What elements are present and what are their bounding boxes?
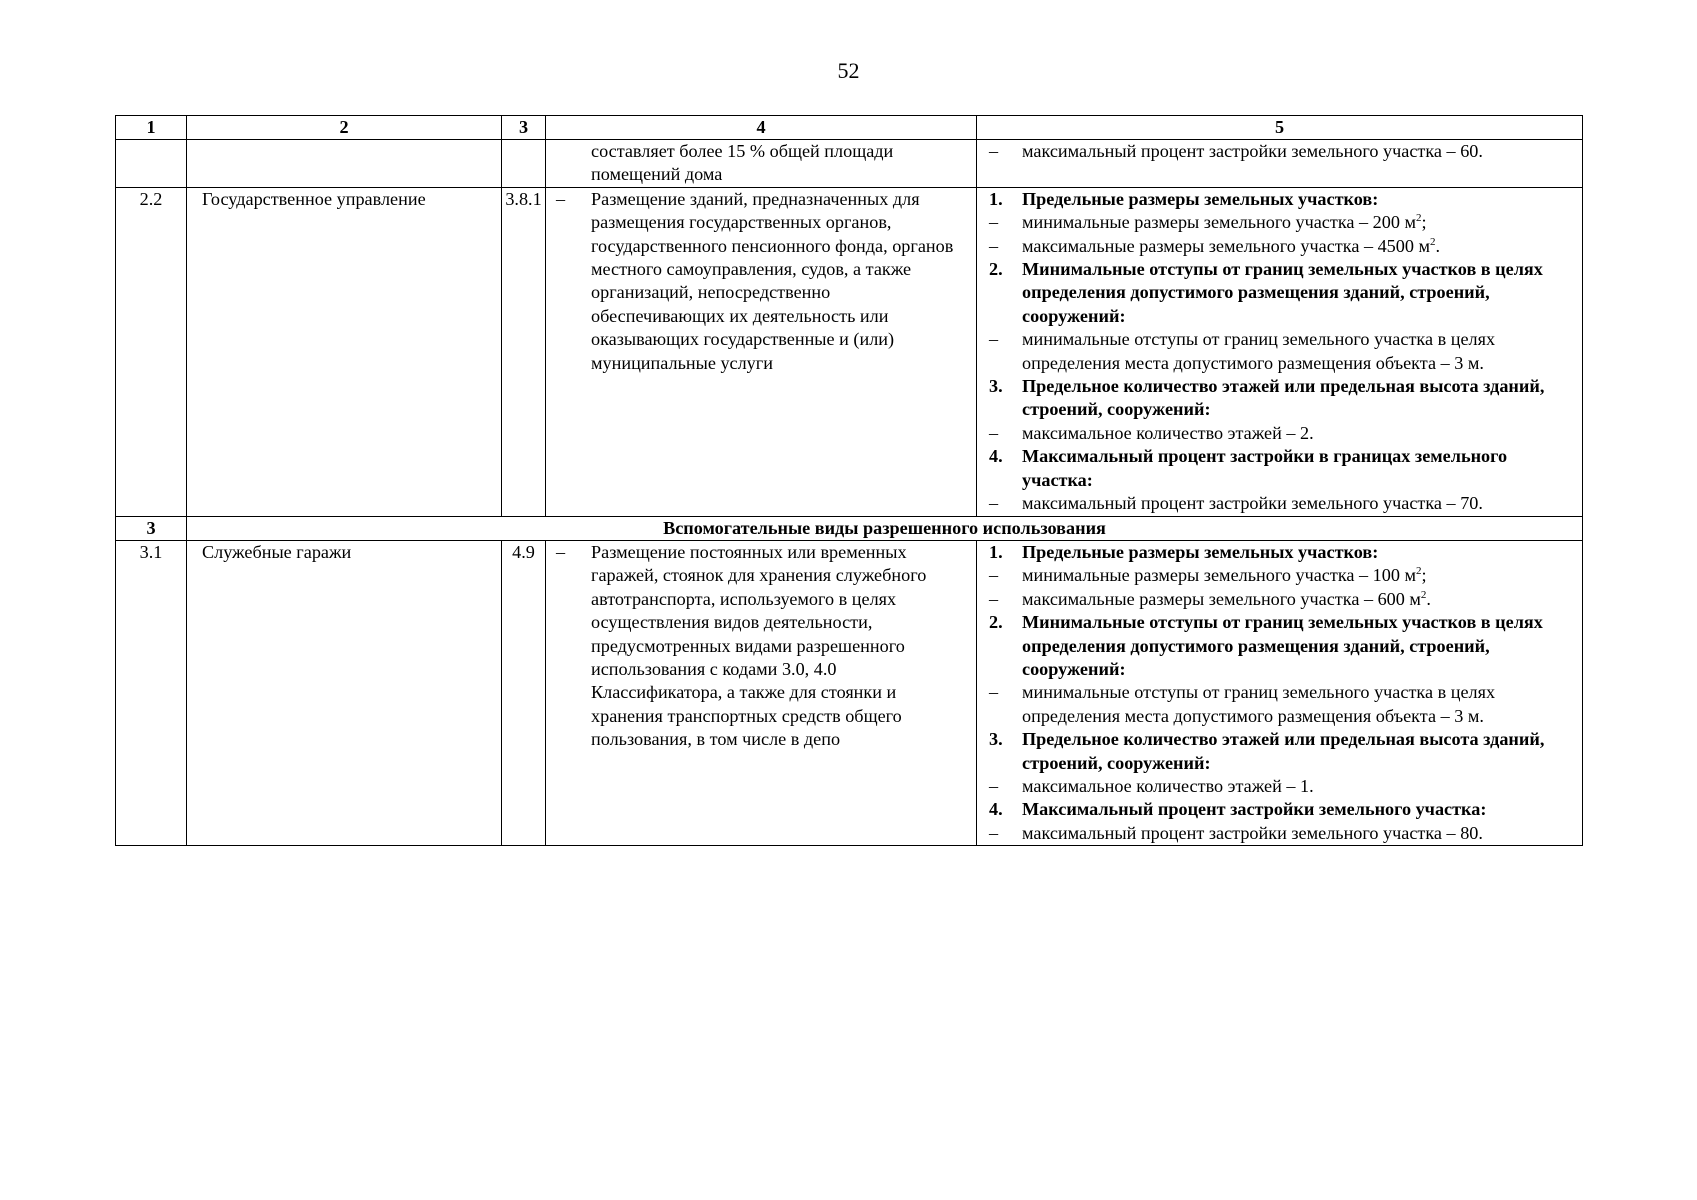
- parameter-text: минимальные размеры земельного участка – 200 м: [1022, 212, 1416, 233]
- dash-marker: –: [989, 565, 999, 586]
- list-number: 2.: [989, 259, 1003, 280]
- header-cell-1: 1: [116, 116, 187, 140]
- parameter-text: Предельные размеры земельных участков:: [1022, 541, 1379, 562]
- use-type-name: Служебные гаражи: [187, 540, 502, 845]
- header-cell-4: 4: [546, 116, 977, 140]
- classifier-code: 4.9: [502, 540, 546, 845]
- dash-marker: –: [989, 682, 999, 703]
- cell-parameters: [977, 140, 1583, 188]
- section-row-3: [116, 516, 1583, 540]
- punctuation: ;: [1421, 212, 1427, 233]
- description-text: составляет более 15 % общей площади помещений дома: [591, 141, 894, 185]
- parameter-text: максимальный процент застройки земельного участка – 70.: [1022, 493, 1483, 514]
- table-row-3-1: [116, 540, 1583, 845]
- description-text: Размещение зданий, предназначенных для размещения государственных органов, государственного пенсионного фонда, органов местного самоуправления, судов, а также организаций, непосредственно обеспечивающих их деятельность или оказывающих государственные и (или) муниципальные услуги: [591, 188, 954, 373]
- table-row-continued: [116, 140, 1583, 188]
- parameter-text: Предельные размеры земельных участков:: [1022, 188, 1379, 209]
- parameter-item: [989, 211, 1574, 234]
- cell-description: [546, 540, 977, 845]
- header-row: [116, 116, 1583, 140]
- section-title: Вспомогательные виды разрешенного использования: [187, 516, 1583, 540]
- cell-name: [187, 140, 502, 188]
- punctuation: ;: [1421, 565, 1427, 586]
- dash-marker: –: [989, 212, 999, 233]
- superscript: 2: [1420, 588, 1427, 601]
- list-number: 3.: [989, 729, 1003, 750]
- superscript: 2: [1415, 565, 1422, 578]
- punctuation: .: [1435, 235, 1441, 256]
- cell-description: [546, 140, 977, 188]
- dash-marker: –: [556, 188, 566, 209]
- parameter-heading: [989, 798, 1574, 821]
- parameter-heading: [989, 375, 1574, 422]
- cell-num: [116, 140, 187, 188]
- header-cell-2: 2: [187, 116, 502, 140]
- parameter-text: максимальное количество этажей – 1.: [1022, 775, 1314, 796]
- list-number: 4.: [989, 446, 1003, 467]
- parameter-text: максимальное количество этажей – 2.: [1022, 422, 1314, 443]
- classifier-code: 3.8.1: [502, 187, 546, 516]
- parameter-item: [989, 235, 1574, 258]
- dash-marker: –: [989, 141, 999, 161]
- cell-description: [546, 187, 977, 516]
- parameter-text: максимальные размеры земельного участка – 600 м: [1022, 588, 1421, 609]
- parameter-text: Максимальный процент застройки земельного участка:: [1022, 799, 1487, 820]
- use-type-name: Государственное управление: [187, 187, 502, 516]
- parameter-text: минимальные отступы от границ земельного участка в целях определения места допустимого размещения объекта – 3 м.: [1022, 682, 1496, 726]
- header-cell-3: 3: [502, 116, 546, 140]
- parameter-heading: [989, 541, 1574, 564]
- parameter-text: максимальные размеры земельного участка – 4500 м: [1022, 235, 1431, 256]
- dash-marker: –: [989, 422, 999, 443]
- parameter-heading: [989, 188, 1574, 211]
- parameter-heading: [989, 728, 1574, 775]
- parameter-text: Минимальные отступы от границ земельных участков в целях определения допустимого размещения зданий, строений, сооружений:: [1022, 612, 1543, 679]
- header-cell-5: 5: [977, 116, 1583, 140]
- list-number: 3.: [989, 376, 1003, 397]
- parameter-item: [989, 140, 1574, 163]
- cell-parameters: [977, 540, 1583, 845]
- cell-parameters: [977, 187, 1583, 516]
- dash-marker: –: [989, 235, 999, 256]
- dash-marker: –: [989, 822, 999, 843]
- parameter-heading: [989, 258, 1574, 328]
- parameter-item: [989, 422, 1574, 445]
- parameter-text: Предельное количество этажей или предельная высота зданий, строений, сооружений:: [1022, 729, 1545, 773]
- cell-code: [502, 140, 546, 188]
- parameter-text: Минимальные отступы от границ земельных участков в целях определения допустимого размещения зданий, строений, сооружений:: [1022, 259, 1543, 326]
- parameter-item: [989, 775, 1574, 798]
- section-number: 3: [116, 516, 187, 540]
- parameter-item: [989, 328, 1574, 375]
- parameter-text: максимальный процент застройки земельного участка – 60.: [1022, 141, 1483, 161]
- row-number: 2.2: [116, 187, 187, 516]
- parameter-item: [989, 492, 1574, 515]
- dash-marker: –: [556, 541, 566, 562]
- list-number: 1.: [989, 188, 1003, 209]
- row-number: 3.1: [116, 540, 187, 845]
- parameter-item: [989, 822, 1574, 845]
- parameter-text: Максимальный процент застройки в границах земельного участка:: [1022, 446, 1508, 490]
- superscript: 2: [1415, 212, 1422, 225]
- page-number: 52: [837, 58, 860, 83]
- parameter-text: минимальные размеры земельного участка – 100 м: [1022, 565, 1416, 586]
- list-number: 4.: [989, 799, 1003, 820]
- parameter-heading: [989, 445, 1574, 492]
- superscript: 2: [1430, 235, 1436, 248]
- parameter-text: Предельное количество этажей или предельная высота зданий, строений, сооружений:: [1022, 376, 1545, 420]
- list-number: 1.: [989, 541, 1003, 562]
- list-number: 2.: [989, 612, 1003, 633]
- punctuation: .: [1426, 588, 1431, 609]
- dash-marker: –: [989, 775, 999, 796]
- description-text: Размещение постоянных или временных гаражей, стоянок для хранения служебного автотранспорта, используемого в целях осуществления видов деятельности, предусмотренных видами разрешенного использования с кодами 3.0, 4.0 Классификатора, а также для стоянки и хранения транспортных средств общего пользования, в том числе в депо: [591, 541, 927, 750]
- parameter-item: [989, 564, 1574, 587]
- parameter-item: [989, 588, 1574, 611]
- dash-marker: –: [989, 493, 999, 514]
- parameter-heading: [989, 611, 1574, 681]
- regulations-table: [115, 115, 1583, 846]
- parameter-text: максимальный процент застройки земельного участка – 80.: [1022, 822, 1483, 843]
- dash-marker: –: [989, 329, 999, 350]
- parameter-text: минимальные отступы от границ земельного участка в целях определения места допустимого размещения объекта – 3 м.: [1022, 329, 1496, 373]
- table-row-2-2: [116, 187, 1583, 516]
- dash-marker: –: [989, 588, 999, 609]
- parameter-item: [989, 681, 1574, 728]
